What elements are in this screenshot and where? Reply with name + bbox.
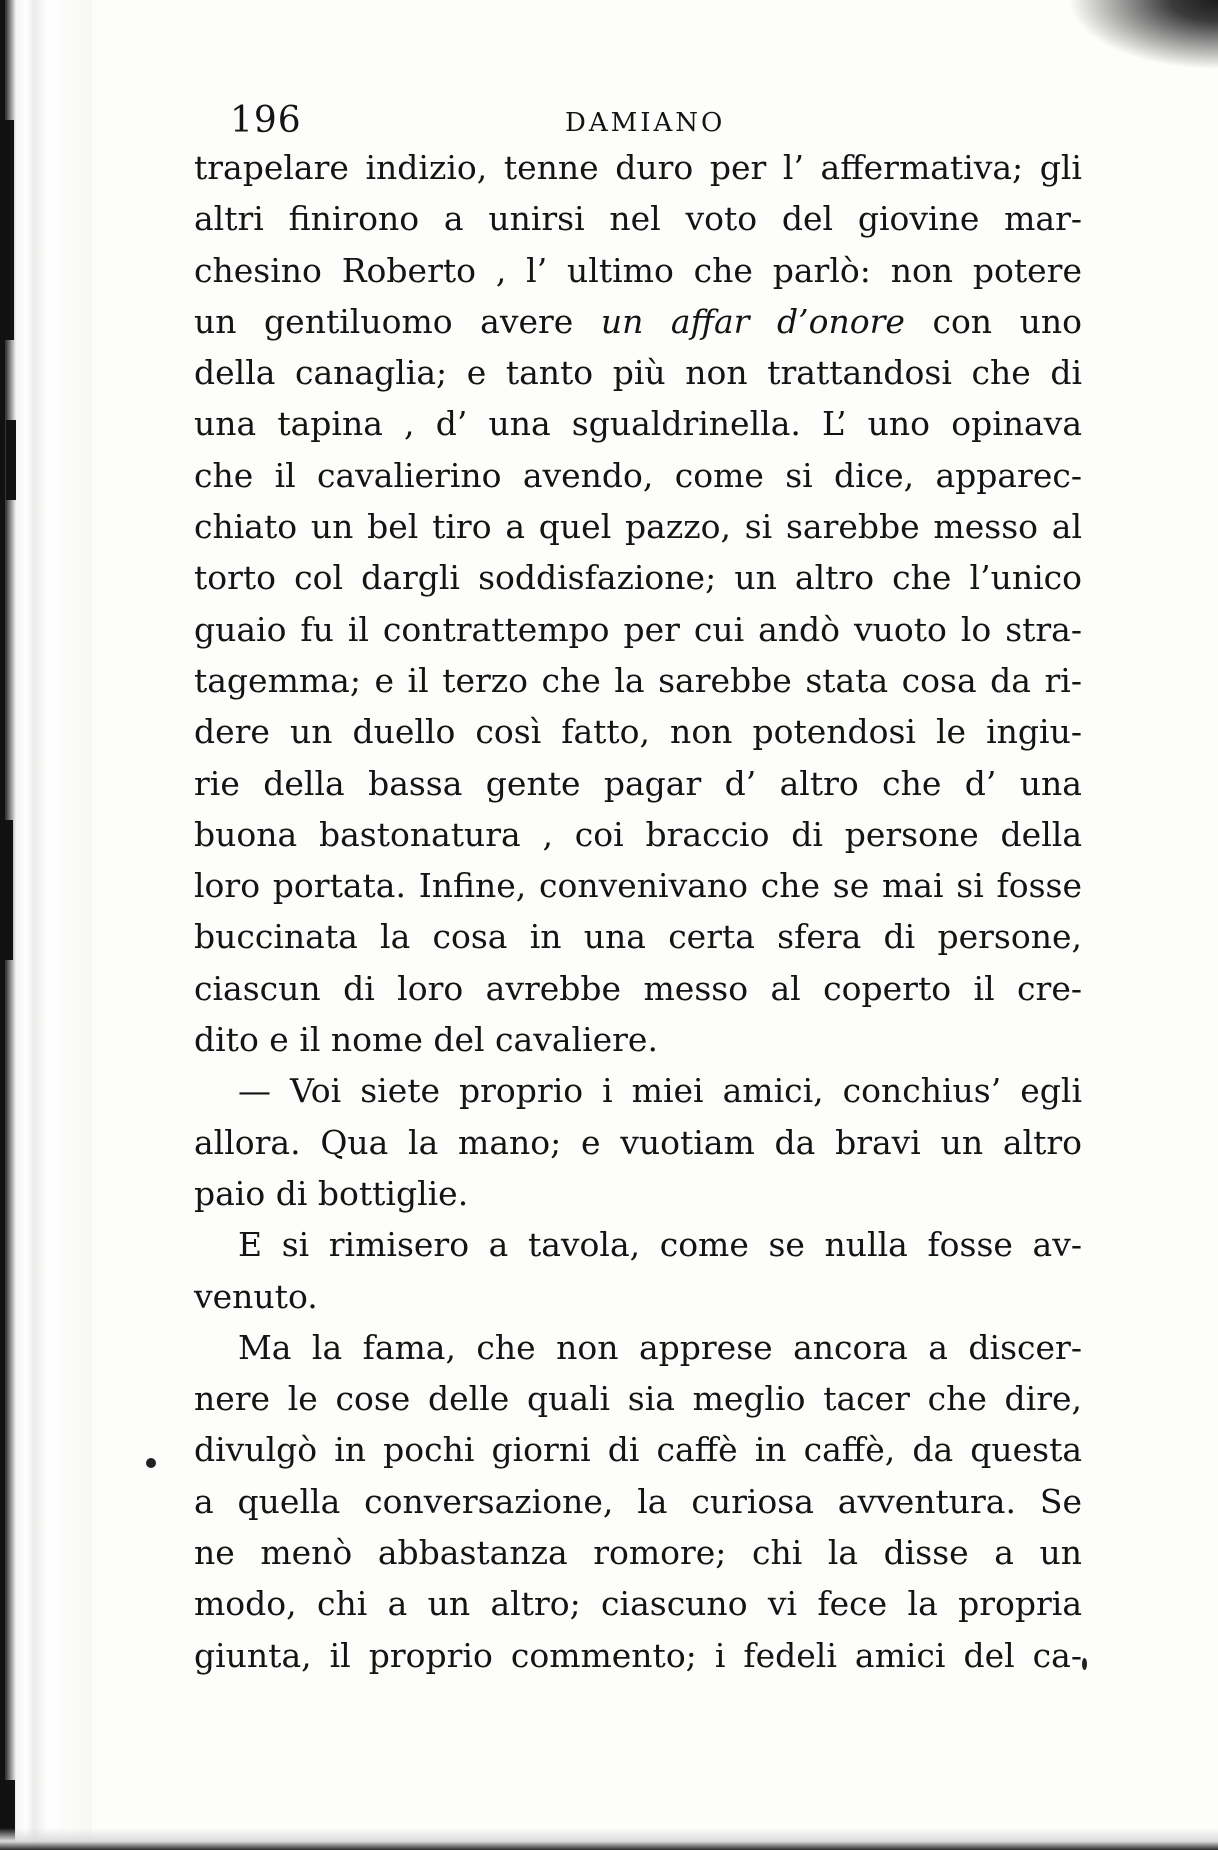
text-line: — Voi siete proprio i miei amici, conchius’ egli (238, 1071, 1082, 1111)
text-line-with-italic (194, 296, 1082, 347)
text-line: a quella conversazione, la curiosa avventura. Se (194, 1481, 1082, 1521)
text-line: chesino Roberto , l’ ultimo che parlò: non potere (194, 250, 1082, 290)
text-run: con uno (904, 301, 1082, 341)
text-line: venuto. (194, 1276, 318, 1316)
text-line: allora. Qua la mano; e vuotiam da bravi un altro (194, 1122, 1082, 1162)
text-line: ciascun di loro avrebbe messo al coperto il cre- (194, 968, 1082, 1008)
body-text (194, 142, 1082, 1681)
text-line: modo, chi a un altro; ciascuno vi fece la propria (194, 1584, 1082, 1624)
running-title: DAMIANO (565, 108, 726, 138)
page-number: 196 (230, 100, 302, 141)
text-line: della canaglia; e tanto più non trattandosi che di (194, 353, 1082, 393)
text-line: E si rimisero a tavola, come se nulla fosse av- (238, 1225, 1082, 1265)
text-line: che il cavalierino avendo, come si dice, apparec- (194, 455, 1082, 495)
text-line: buccinata la cosa in una certa sfera di persone, (194, 917, 1082, 957)
italic-phrase: un affar d’onore (600, 301, 905, 341)
text-line: tagemma; e il terzo che la sarebbe stata cosa da ri- (194, 660, 1082, 700)
text-line: altri finirono a unirsi nel voto del giovine mar- (194, 199, 1082, 239)
page-header (230, 100, 1080, 146)
text-line: una tapina , d’ una sgualdrinella. L’ uno opinava (194, 404, 1082, 444)
text-line: buona bastonatura , coi braccio di persone della (194, 814, 1082, 854)
text-line: trapelare indizio, tenne duro per l’ affermativa; gli (194, 148, 1082, 187)
corner-stain (1068, 0, 1218, 70)
text-line: torto col dargli soddisfazione; un altro che l’unico (194, 558, 1082, 598)
text-line: guaio fu il contrattempo per cui andò vuoto lo stra- (194, 609, 1082, 649)
text-line: dere un duello così fatto, non potendosi le ingiu- (194, 712, 1082, 752)
ink-speck (146, 1458, 156, 1468)
text-line: rie della bassa gente pagar d’ altro che d’ una (194, 763, 1082, 803)
text-line: chiato un bel tiro a quel pazzo, si sarebbe messo al (194, 507, 1082, 547)
text-line: giunta, il proprio commento; i fedeli amici del ca- (194, 1635, 1082, 1675)
text-line: divulgò in pochi giorni di caffè in caffè, da questa (194, 1430, 1082, 1470)
text-line: ne menò abbastanza romore; chi la disse a un (194, 1533, 1082, 1573)
bottom-edge-shadow (0, 1828, 1218, 1850)
text-run: un gentiluomo avere (194, 301, 601, 341)
text-line: dito e il nome del cavaliere. (194, 1020, 658, 1060)
binding-edge (0, 0, 92, 1850)
ink-speck (1082, 1658, 1087, 1670)
text-line: nere le cose delle quali sia meglio tacer che dire, (194, 1379, 1082, 1419)
text-line: paio di bottiglie. (194, 1173, 469, 1213)
text-line: Ma la fama, che non apprese ancora a discer- (238, 1327, 1082, 1367)
text-line: loro portata. Infine, convenivano che se mai si fosse (194, 866, 1082, 906)
